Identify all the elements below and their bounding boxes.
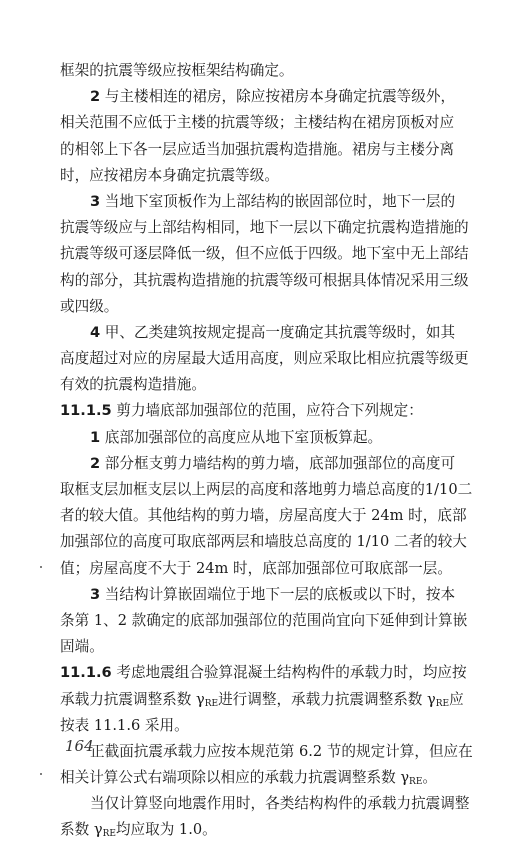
text-line	[60, 84, 480, 110]
text-line: 承载力抗震调整系数 $\gamma_{RE}$进行调整，承载力抗震调整系数 $\gamma_{RE}$应	[60, 690, 464, 709]
text-line: 正截面抗震承载力应按本规范第 6.2 节的规定计算，但应在	[90, 742, 473, 760]
text-line: 相关范围不应低于主楼的抗震等级；主楼结构在裙房顶板对应	[60, 114, 455, 132]
text-line	[60, 425, 480, 451]
text-line: 条第 1、2 款确定的底部加强部位的范围尚宜向下延伸到计算嵌	[60, 611, 468, 629]
line-text: 部分框支剪力墙结构的剪力墙，底部加强部位的高度可	[104, 454, 456, 472]
item-number: 4	[90, 323, 101, 341]
text-line: 或四级。	[60, 297, 119, 315]
text-line: 固端。	[60, 638, 104, 656]
text-line: 按表 11.1.6 采用。	[60, 716, 189, 734]
text-line: 加强部位的高度可取底部两层和墙肢总高度的 1/10 二者的较大	[60, 533, 467, 551]
item-number: 2	[90, 454, 101, 472]
page-number: 164	[65, 737, 94, 755]
scan-speck	[40, 773, 42, 775]
text-line: 抗震等级可逐层降低一级，但不应低于四级。地下室中无上部结	[60, 245, 469, 263]
line-text: 与主楼相连的裙房，除应按裙房本身确定抗震等级外，	[104, 88, 456, 106]
text-line	[60, 451, 480, 477]
line-text: 当结构计算嵌固端位于地下一层的底板或以下时，按本	[104, 585, 456, 603]
text-line: 系数 $\gamma_{RE}$均应取为 1.0。	[60, 821, 217, 840]
section-heading-line	[60, 660, 480, 686]
text-line: 的相邻上下各一层应适当加强抗震构造措施。裙房与主楼分离	[60, 140, 455, 158]
text-line: 值；房屋高度不大于 24m 时，底部加强部位可取底部一层。	[60, 559, 452, 577]
line-text: 甲、乙类建筑按规定提高一度确定其抗震等级时，如其	[104, 323, 456, 341]
subscript: RE	[204, 698, 219, 709]
text-line: 抗震等级应与上部结构相同，地下一层以下确定抗震构造措施的	[60, 219, 469, 237]
item-number: 1	[90, 428, 101, 446]
section-number: 11.1.5	[60, 402, 112, 420]
subscript: RE	[102, 829, 116, 840]
document-body	[60, 58, 480, 844]
text-line: 构的部分，其抗震构造措施的抗震等级可根据具体情况采用三级	[60, 271, 469, 289]
section-heading-line	[60, 398, 480, 424]
text-line: 取框支层加框支层以上两层的高度和落地剪力墙总高度的1/10二	[60, 481, 473, 498]
text-line: 时，应按裙房本身确定抗震等级。	[60, 166, 279, 184]
item-number: 2	[90, 88, 101, 106]
line-text: 当地下室顶板作为上部结构的嵌固部位时，地下一层的	[104, 192, 456, 210]
text-line: 当仅计算竖向地震作用时，各类结构构件的承载力抗震调整	[90, 795, 470, 813]
text-line: 框架的抗震等级应按框架结构确定。	[60, 62, 294, 79]
text-line: 有效的抗震构造措施。	[60, 376, 206, 394]
line-text: 考虑地震组合验算混凝土结构构件的承载力时，均应按	[116, 664, 467, 682]
subscript: RE	[435, 698, 450, 709]
item-number: 3	[90, 585, 101, 603]
line-text: 剪力墙底部加强部位的范围，应符合下列规定：	[116, 402, 423, 420]
line-text: 底部加强部位的高度应从地下室顶板算起。	[104, 428, 383, 446]
text-line: 相关计算公式右端项除以相应的承载力抗震调整系数 $\gamma_{RE}$。	[60, 769, 438, 788]
section-number: 11.1.6	[60, 664, 112, 682]
text-line	[60, 189, 480, 215]
text-line	[60, 582, 480, 608]
text-line: 高度超过对应的房屋最大适用高度，则应采取比相应抗震等级更	[60, 350, 469, 368]
scan-speck	[40, 566, 42, 568]
subscript: RE	[409, 777, 423, 788]
text-line: 者的较大值。其他结构的剪力墙，房屋高度大于 24m 时，底部	[60, 507, 467, 525]
text-line	[60, 320, 480, 346]
item-number: 3	[90, 192, 101, 210]
